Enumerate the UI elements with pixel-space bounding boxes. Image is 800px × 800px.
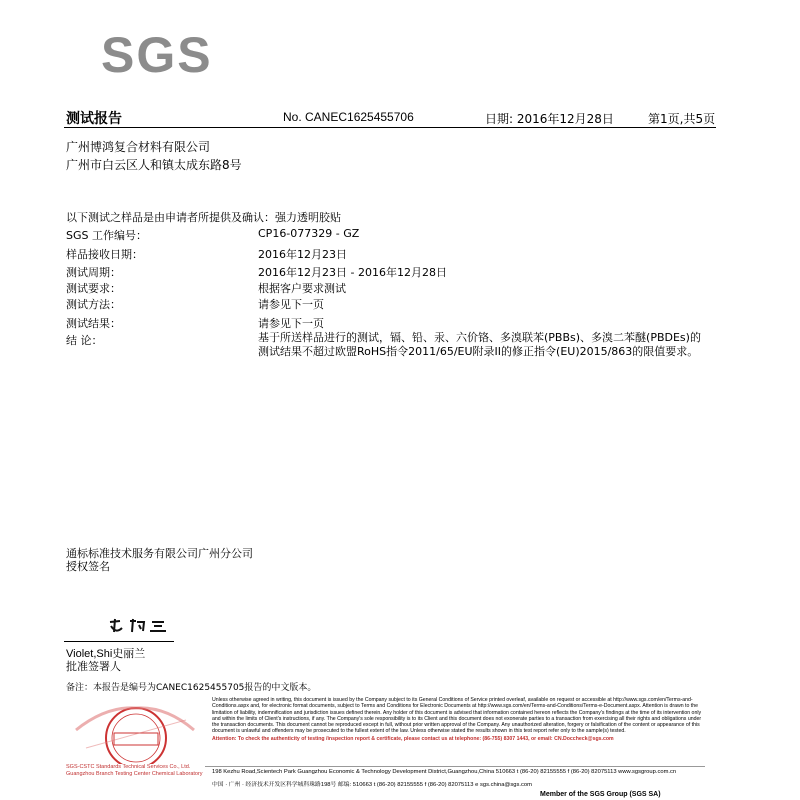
sample-intro: 以下测试之样品是由申请者所提供及确认：强力透明胶贴 <box>66 211 341 224</box>
field-label-result: 测试结果： <box>66 317 121 330</box>
authority-label: 授权签名 <box>66 560 110 573</box>
field-value-method: 请参见下一页 <box>258 298 324 311</box>
field-label-job-no: SGS 工作编号： <box>66 229 147 242</box>
sgs-member-line: Member of the SGS Group (SGS SA) <box>540 791 661 798</box>
field-label-received: 样品接收日期： <box>66 248 143 261</box>
field-label-method: 测试方法： <box>66 298 121 311</box>
terms-fine-print <box>212 697 702 742</box>
header-divider <box>64 127 716 128</box>
field-label-requirement: 测试要求： <box>66 282 121 295</box>
field-value-job-no: CP16-077329 - GZ <box>258 227 360 240</box>
page-count: 第1页,共5页 <box>648 112 716 126</box>
official-seal-stamp <box>66 700 196 764</box>
field-value-requirement: 根据客户要求测试 <box>258 282 346 295</box>
terms-text: Unless otherwise agreed in writing, this document is issued by the Company subject to its General Conditions of Service printed overleaf, available on request or accessible at http://www.sgs.com/en/Terms-and-Conditions.aspx and, for electronic format documents, subject to Terms and Conditions for Electronic Documents at http://www.sgs.com/en/Terms-and-Conditions/Terms-e-Document.aspx. Attention is drawn to the limitation of liability, indemnification and jurisdiction issues defined therein. Any holder of this document is advised that information contained hereon reflects the Company's findings at the time of its intervention only and within the limits of Client's instructions, if any. The Company's sole responsibility is to its Client and this document does not exonerate parties to a transaction from exercising all their rights and obligations under the transaction documents. This document cannot be reproduced except in full, without prior written approval of the Company. Any unauthorized alteration, forgery or falsification of the content or appearance of this document is unlawful and offenders may be prosecuted to the fullest extent of the law. Unless otherwise stated the results shown in this test report refer only to the sample(s) tested. <box>212 697 702 735</box>
field-value-result: 请参见下一页 <box>258 317 324 330</box>
report-note: 备注：本报告是编号为CANEC1625455705报告的中文版本。 <box>66 683 317 693</box>
report-title: 测试报告 <box>66 111 122 127</box>
field-value-period: 2016年12月23日 - 2016年12月28日 <box>258 266 447 279</box>
field-label-conclusion: 结 论： <box>66 334 103 347</box>
seal-caption: SGS-CSTC Standards Technical Services Co., Ltd. Guangzhou Branch Testing Center Chemical Laboratory <box>66 764 203 777</box>
handwritten-signature <box>106 616 176 636</box>
address-english: 198 Kezhu Road,Scientech Park Guangzhou Economic & Technology Development District,Guangzhou,China 510663 t (86-20) 82155555 f (86-20) 82075113 www.sgsgroup.com.cn <box>212 769 677 775</box>
report-number: No. CANEC1625455706 <box>283 110 414 124</box>
address-chinese: 中国 · 广州 · 经济技术开发区科学城科珠路198号 邮编: 510663 t (86-20) 82155555 f (86-20) 82075113 e sgs.china@sgs.com <box>212 782 532 788</box>
signatory-name: Violet,Shi史丽兰 <box>66 648 146 660</box>
footer-divider <box>205 766 705 767</box>
sgs-logo: SGS <box>101 27 213 83</box>
signature-line <box>64 641 174 642</box>
field-label-period: 测试周期： <box>66 266 121 279</box>
report-date: 日期: 2016年12月28日 <box>485 112 614 126</box>
field-value-conclusion: 基于所送样品进行的测试，镉、铅、汞、六价铬、多溴联苯(PBBs)、多溴二苯醚(PBDEs)的测试结果不超过欧盟RoHS指令2011/65/EU附录II的修正指令(EU)2015/863的限值要求。 <box>258 331 701 358</box>
client-address: 广州市白云区人和镇太成东路8号 <box>66 158 242 172</box>
authority-company: 通标标准技术服务有限公司广州分公司 <box>66 547 253 560</box>
authenticity-notice: Attention: To check the authenticity of testing /inspection report & certificate, please contact us at telephone: (86-755) 8307 1443, or email: CN.Doccheck@sgs.com <box>212 735 614 742</box>
client-name: 广州博鸿复合材料有限公司 <box>66 140 211 154</box>
field-value-received: 2016年12月23日 <box>258 248 347 261</box>
signatory-title: 批准签署人 <box>66 660 121 673</box>
